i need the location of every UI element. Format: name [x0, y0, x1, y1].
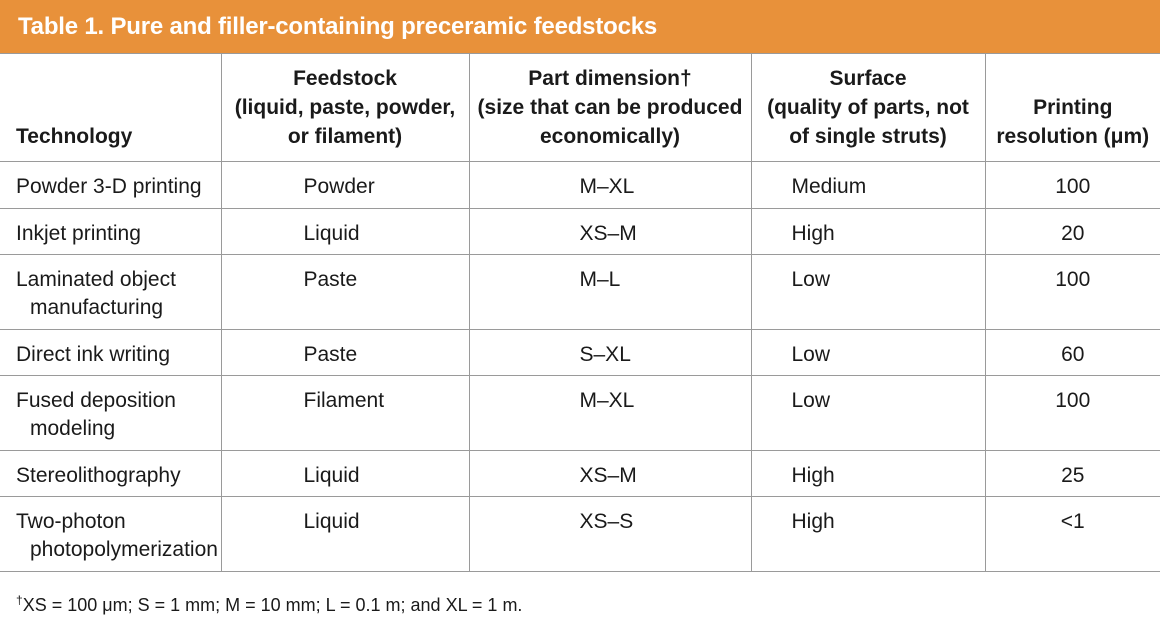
cell-surface: Low — [751, 376, 985, 451]
footnote-mark: † — [16, 593, 23, 607]
table-footnote — [16, 594, 522, 616]
cell-resolution: 60 — [985, 330, 1160, 376]
technology-name: Two-photon — [16, 510, 126, 533]
header-dimension-line1: Part dimension† — [528, 67, 692, 90]
table-row — [0, 451, 1160, 497]
cell-surface: High — [751, 451, 985, 497]
cell-technology — [0, 255, 221, 330]
cell-part-dimension: XS–M — [469, 451, 751, 497]
header-surface-line3: of single struts) — [789, 125, 947, 148]
cell-part-dimension: XS–S — [469, 497, 751, 572]
cell-feedstock: Filament — [221, 376, 469, 451]
technology-name-continued: modeling — [30, 417, 116, 440]
header-resolution-line2: resolution (μm) — [996, 125, 1150, 148]
technology-name: Fused deposition — [16, 389, 176, 412]
table-row — [0, 330, 1160, 376]
header-surface — [751, 54, 985, 162]
cell-part-dimension: M–XL — [469, 162, 751, 209]
cell-feedstock: Powder — [221, 162, 469, 209]
header-technology — [0, 54, 221, 162]
cell-technology — [0, 330, 221, 376]
technology-name-continued: photopolymerization — [30, 538, 218, 561]
cell-resolution: 20 — [985, 209, 1160, 255]
table-row — [0, 209, 1160, 255]
cell-feedstock: Paste — [221, 330, 469, 376]
header-technology-label: Technology — [16, 125, 133, 148]
cell-technology — [0, 162, 221, 209]
cell-feedstock: Liquid — [221, 209, 469, 255]
technology-name: Inkjet printing — [16, 222, 141, 245]
cell-resolution: 100 — [985, 376, 1160, 451]
header-dimension-line3: economically) — [539, 125, 681, 148]
cell-technology — [0, 209, 221, 255]
cell-technology — [0, 451, 221, 497]
cell-part-dimension: M–XL — [469, 376, 751, 451]
cell-feedstock: Paste — [221, 255, 469, 330]
cell-surface: Low — [751, 330, 985, 376]
cell-part-dimension: M–L — [469, 255, 751, 330]
cell-surface: Medium — [751, 162, 985, 209]
header-feedstock — [221, 54, 469, 162]
table-row — [0, 162, 1160, 209]
cell-part-dimension: XS–M — [469, 209, 751, 255]
header-feedstock-line1: Feedstock — [293, 67, 397, 90]
cell-surface: High — [751, 209, 985, 255]
header-feedstock-line2: (liquid, paste, powder, — [234, 96, 456, 119]
technology-name-continued: manufacturing — [30, 296, 164, 319]
header-row — [0, 54, 1160, 162]
table-title: Table 1. Pure and filler-containing preceramic feedstocks — [0, 0, 1160, 53]
cell-surface: High — [751, 497, 985, 572]
cell-technology — [0, 497, 221, 572]
cell-resolution: 100 — [985, 162, 1160, 209]
header-dimension-line2: (size that can be produced — [477, 96, 743, 119]
cell-resolution: 100 — [985, 255, 1160, 330]
header-surface-line2: (quality of parts, not — [767, 96, 969, 119]
cell-feedstock: Liquid — [221, 451, 469, 497]
header-feedstock-line3: or filament) — [287, 125, 403, 148]
cell-resolution: <1 — [985, 497, 1160, 572]
table-row — [0, 497, 1160, 572]
cell-resolution: 25 — [985, 451, 1160, 497]
technology-name: Direct ink writing — [16, 343, 171, 366]
header-surface-line1: Surface — [829, 67, 907, 90]
technology-name: Laminated object — [16, 268, 176, 291]
table-row — [0, 255, 1160, 330]
cell-surface: Low — [751, 255, 985, 330]
header-resolution-line1: Printing — [1033, 96, 1113, 119]
footnote-text: XS = 100 μm; S = 1 mm; M = 10 mm; L = 0.1 m; and XL = 1 m. — [22, 595, 523, 615]
technology-name: Powder 3-D printing — [16, 175, 202, 198]
technology-name: Stereolithography — [16, 464, 181, 487]
cell-technology — [0, 376, 221, 451]
feedstock-table — [0, 53, 1160, 572]
cell-feedstock: Liquid — [221, 497, 469, 572]
cell-part-dimension: S–XL — [469, 330, 751, 376]
table-row — [0, 376, 1160, 451]
header-printing-resolution — [985, 54, 1160, 162]
header-part-dimension — [469, 54, 751, 162]
